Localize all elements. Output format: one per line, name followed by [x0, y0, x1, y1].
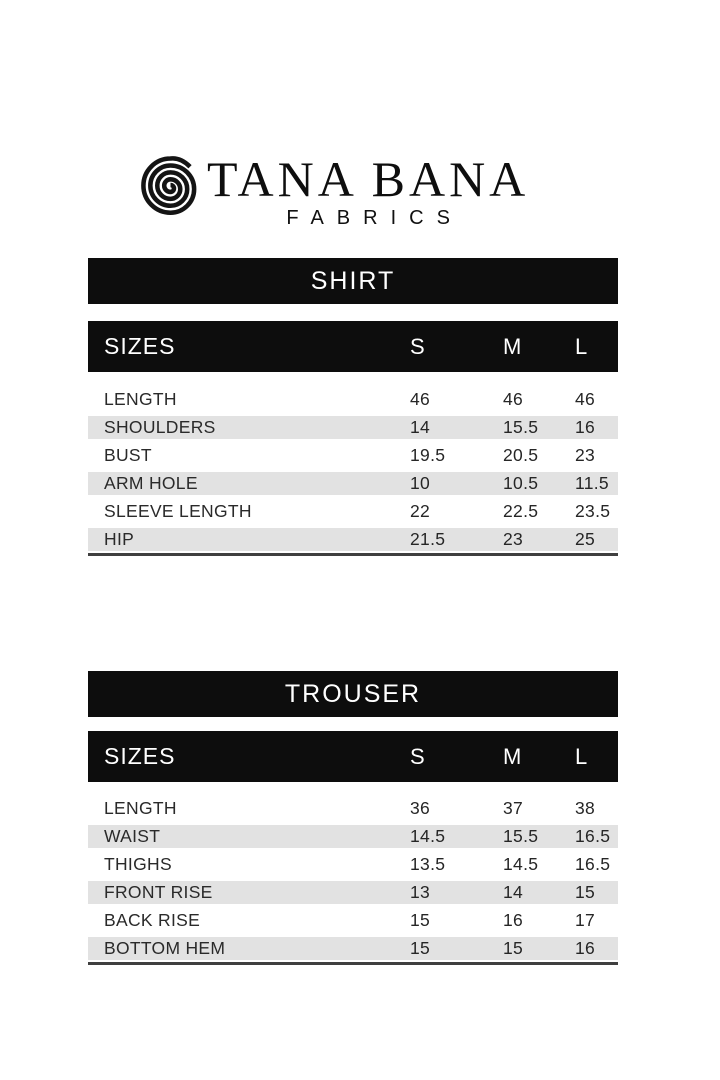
- row-label: FRONT RISE: [104, 882, 213, 902]
- row-label: WAIST: [104, 826, 161, 846]
- cell-s: 21.5: [410, 529, 446, 549]
- cell-m: 14: [503, 882, 524, 902]
- table-row: [88, 444, 618, 467]
- cell-s: 19.5: [410, 445, 446, 465]
- table-row: [88, 797, 618, 820]
- shirt-sizes-label: SIZES: [104, 333, 176, 359]
- cell-m: 23: [503, 529, 524, 549]
- cell-s: 14: [410, 417, 431, 437]
- row-label: BACK RISE: [104, 910, 201, 930]
- trouser-title-bar: [88, 671, 618, 717]
- row-label: SLEEVE LENGTH: [104, 501, 252, 521]
- table-row: [88, 416, 618, 439]
- brand-wordmark: [207, 153, 529, 230]
- cell-m: 20.5: [503, 445, 539, 465]
- table-row: [88, 853, 618, 876]
- shirt-title: SHIRT: [310, 266, 396, 295]
- trouser-col-header-s: S: [410, 743, 425, 769]
- cell-l: 16.5: [575, 826, 611, 846]
- cell-m: 15: [503, 938, 524, 958]
- shirt-col-header-l: L: [575, 333, 588, 359]
- cell-s: 15: [410, 910, 431, 930]
- row-label: HIP: [104, 529, 135, 549]
- trouser-table: [88, 797, 618, 965]
- cell-l: 16.5: [575, 854, 611, 874]
- cell-l: 15: [575, 882, 596, 902]
- cell-s: 15: [410, 938, 431, 958]
- cell-m: 46: [503, 389, 524, 409]
- brand-logo: [139, 153, 529, 230]
- brand-name: TANA BANA: [207, 151, 530, 207]
- spiral-icon: [139, 153, 202, 217]
- cell-s: 36: [410, 798, 431, 818]
- cell-s: 46: [410, 389, 431, 409]
- cell-s: 22: [410, 501, 431, 521]
- cell-s: 13.5: [410, 854, 446, 874]
- cell-m: 14.5: [503, 854, 539, 874]
- shirt-col-header-m: M: [503, 333, 522, 359]
- trouser-title: TROUSER: [284, 679, 422, 708]
- trouser-sizes-header: [88, 731, 618, 782]
- cell-s: 14.5: [410, 826, 446, 846]
- cell-l: 25: [575, 529, 596, 549]
- cell-s: 13: [410, 882, 431, 902]
- cell-l: 17: [575, 910, 596, 930]
- shirt-sizes-header: [88, 321, 618, 372]
- table-row: [88, 528, 618, 551]
- cell-l: 16: [575, 938, 596, 958]
- cell-l: 23.5: [575, 501, 611, 521]
- cell-m: 22.5: [503, 501, 539, 521]
- cell-l: 38: [575, 798, 596, 818]
- table-row: [88, 388, 618, 411]
- shirt-col-header-s: S: [410, 333, 425, 359]
- row-label: BOTTOM HEM: [104, 938, 226, 958]
- table-row: [88, 881, 618, 904]
- cell-l: 11.5: [575, 473, 609, 493]
- cell-l: 23: [575, 445, 596, 465]
- row-label: LENGTH: [104, 798, 177, 818]
- cell-m: 16: [503, 910, 524, 930]
- table-row: [88, 909, 618, 932]
- table-row: [88, 825, 618, 848]
- cell-l: 46: [575, 389, 596, 409]
- table-row: [88, 472, 618, 495]
- trouser-col-header-m: M: [503, 743, 522, 769]
- cell-m: 15.5: [503, 417, 539, 437]
- trouser-col-header-l: L: [575, 743, 588, 769]
- row-label: BUST: [104, 445, 152, 465]
- cell-l: 16: [575, 417, 596, 437]
- cell-m: 15.5: [503, 826, 539, 846]
- table-row: [88, 937, 618, 960]
- shirt-table: [88, 388, 618, 556]
- cell-m: 10.5: [503, 473, 539, 493]
- trouser-sizes-label: SIZES: [104, 743, 176, 769]
- table-row: [88, 500, 618, 523]
- cell-s: 10: [410, 473, 431, 493]
- row-label: LENGTH: [104, 389, 177, 409]
- cell-m: 37: [503, 798, 524, 818]
- brand-subtitle: FABRICS: [286, 206, 463, 229]
- row-label: THIGHS: [104, 854, 172, 874]
- shirt-title-bar: [88, 258, 618, 304]
- row-label: ARM HOLE: [104, 473, 198, 493]
- row-label: SHOULDERS: [104, 417, 216, 437]
